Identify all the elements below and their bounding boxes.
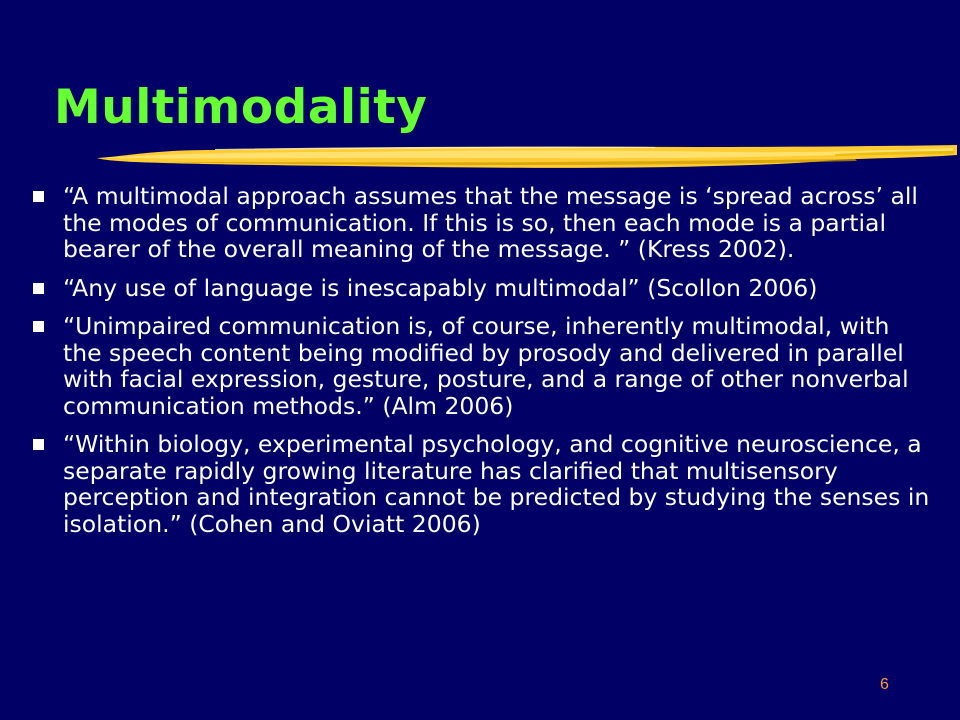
square-bullet-icon [33, 321, 44, 332]
square-bullet-icon [33, 439, 44, 450]
page-number: 6 [880, 676, 889, 693]
slide-title: Multimodality [54, 80, 428, 135]
list-item [30, 275, 935, 302]
square-bullet-icon [33, 191, 44, 202]
bullet-list [30, 183, 935, 549]
bullet-text: “Any use of language is inescapably multimodal” (Scollon 2006) [63, 273, 818, 302]
bullet-text: “A multimodal approach assumes that the message is ‘spread across’ all the modes of communication. If this is so, then each mode is a partial bearer of the overall meaning of the message. ” (Kress 2002). [63, 182, 918, 263]
list-item [30, 431, 935, 537]
list-item [30, 313, 935, 419]
bullet-text: “Unimpaired communication is, of course, inherently multimodal, with the speech content being modified by prosody and delivered in parallel with facial expression, gesture, posture, and a range of other nonverbal communication methods.” (Alm 2006) [63, 312, 909, 420]
square-bullet-icon [33, 283, 44, 294]
list-item [30, 183, 935, 263]
brush-stroke-divider-icon [95, 138, 960, 178]
bullet-text: “Within biology, experimental psychology, and cognitive neuroscience, a separate rapidly growing literature has clarified that multisensory perception and integration cannot be predicted by studying the senses in isolation.” (Cohen and Oviatt 2006) [63, 430, 930, 538]
